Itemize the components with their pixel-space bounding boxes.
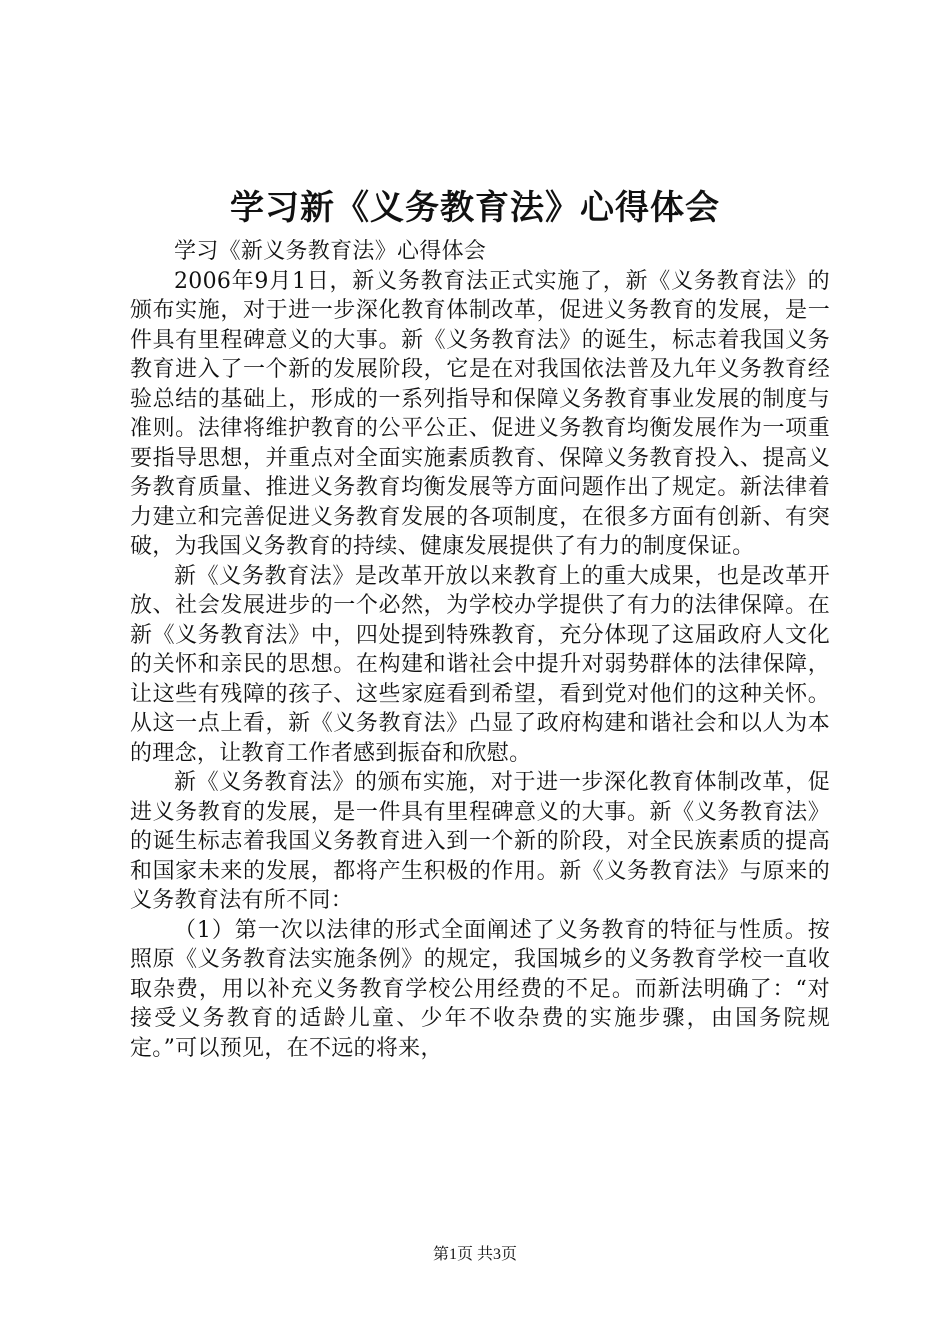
paragraph-subtitle: 学习《新义务教育法》心得体会 — [174, 239, 487, 264]
document-title: 学习新《义务教育法》心得体会 — [230, 188, 720, 228]
paragraph: 2006年9月1日，新义务教育法正式实施了，新《义务教育法》的颁布实施，对于进一步深化教育体制改革，促进义务教育的发展，是一件具有里程碑意义的大事。新《义务教育法》的诞生，标志着我国义务教育进入了一个新的发展阶段，它是在对我国依法普及九年义务教育经验总结的基础上，形成的一系列指导和保障义务教育事业发展的制度与准则。法律将维护教育的公平公正、促进义务教育均衡发展作为一项重要指导思想，并重点对全面实施素质教育、保障义务教育投入、提高义务教育质量、推进义务教育均衡发展等方面问题作出了规定。新法律着力建立和完善促进义务教育发展的各项制度，在很多方面有创新、有突破，为我国义务教育的持续、健康发展提供了有力的制度保证。 — [130, 268, 830, 559]
paragraph: （1）第一次以法律的形式全面阐述了义务教育的特征与性质。按照原《义务教育法实施条例》的规定，我国城乡的义务教育学校一直收取杂费，用以补充义务教育学校公用经费的不足。而新法明确了：“对接受义务教育的适龄儿童、少年不收杂费的实施步骤，由国务院规定。”可以预见，在不远的将来， — [130, 917, 830, 1061]
page-footer: 第1页 共3页 — [432, 1246, 517, 1263]
document-body — [130, 237, 830, 1063]
paragraph: 新《义务教育法》是改革开放以来教育上的重大成果，也是改革开放、社会发展进步的一个必然，为学校办学提供了有力的法律保障。在新《义务教育法》中，四处提到特殊教育，充分体现了这届政府人文化的关怀和亲民的思想。在构建和谐社会中提升对弱势群体的法律保障，让这些有残障的孩子、这些家庭看到希望，看到党对他们的这种关怀。从这一点上看，新《义务教育法》凸显了政府构建和谐社会和以人为本的理念，让教育工作者感到振奋和欣慰。 — [130, 563, 830, 766]
paragraph: 新《义务教育法》的颁布实施，对于进一步深化教育体制改革，促进义务教育的发展，是一件具有里程碑意义的大事。新《义务教育法》的诞生标志着我国义务教育进入到一个新的阶段，对全民族素质的提高和国家未来的发展，都将产生积极的作用。新《义务教育法》与原来的义务教育法有所不同： — [130, 770, 830, 913]
